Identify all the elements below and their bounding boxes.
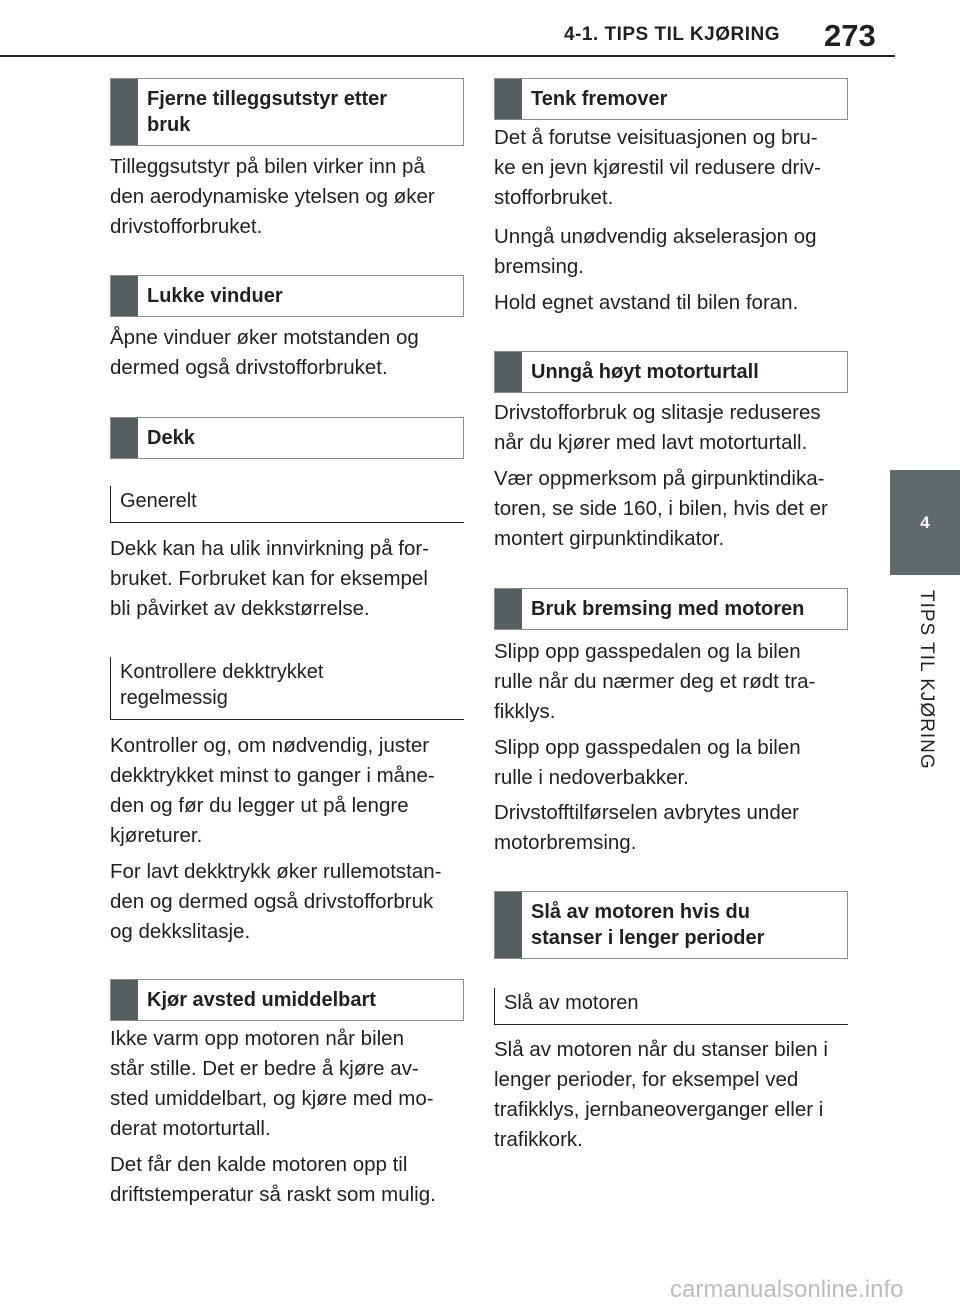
- paragraph: Drivstofforbruk og slitasje reduseres når du kjører med lavt motorturtall.: [494, 401, 821, 454]
- subsection-header-check-pressure: Kontrollere dekktrykket regelmessig: [110, 657, 464, 720]
- paragraph: Det får den kalde motoren opp til driftstemperatur så raskt som mulig.: [110, 1153, 436, 1206]
- paragraph: Hold egnet avstand til bilen foran.: [494, 291, 799, 314]
- section-title: Dekk: [147, 427, 195, 449]
- paragraph: Slå av motoren når du stanser bilen i lenger perioder, for eksempel ved trafikklys, jernbaneoverganger eller i trafikkork.: [494, 1038, 828, 1151]
- section-marker: [111, 79, 138, 145]
- section-title: Slå av motoren hvis du stanser i lenger perioder: [531, 901, 765, 949]
- section-marker: [111, 980, 138, 1020]
- watermark: carmanualsonline.info: [670, 1276, 904, 1303]
- section-header-stop-engine: [494, 891, 848, 959]
- section-header-remove-accessories: [110, 78, 464, 146]
- section-marker: [495, 892, 522, 958]
- paragraph: For lavt dekktrykk øker rullemotstan- den og dermed også drivstofforbruk og dekkslitasje.: [110, 860, 442, 943]
- subsection-header-stop-engine: Slå av motoren: [494, 988, 848, 1025]
- section-header-avoid-high-rpm: [494, 351, 848, 393]
- section-marker: [495, 79, 522, 119]
- paragraph: Dekk kan ha ulik innvirkning på for- bruket. Forbruket kan for eksempel bli påvirket av dekkstørrelse.: [110, 537, 430, 620]
- paragraph: Unngå unødvendig akselerasjon og bremsing.: [494, 225, 817, 278]
- section-marker: [111, 276, 138, 316]
- paragraph: Vær oppmerksom på girpunktindika- toren, se side 160, i bilen, hvis det er montert girpunktindikator.: [494, 467, 828, 550]
- header-rule: [0, 55, 895, 57]
- paragraph: Tilleggsutstyr på bilen virker inn på den aerodynamiske ytelsen og øker drivstofforbruket.: [110, 155, 435, 238]
- subsection-header-general: Generelt: [110, 486, 464, 523]
- section-marker: [495, 589, 522, 629]
- section-header-drive-off: [110, 979, 464, 1021]
- section-header-tires: [110, 417, 464, 459]
- section-title: Tenk fremover: [531, 88, 668, 110]
- paragraph: Åpne vinduer øker motstanden og dermed også drivstofforbruket.: [110, 326, 419, 379]
- chapter-side-title: TIPS TIL KJØRING: [916, 590, 937, 770]
- page-number: 273: [824, 18, 876, 53]
- section-title: Bruk bremsing med motoren: [531, 598, 805, 620]
- section-marker: [111, 418, 138, 458]
- paragraph: Ikke varm opp motoren når bilen står stille. Det er bedre å kjøre av- sted umiddelbart, og kjøre med mo- derat motorturtall.: [110, 1027, 434, 1140]
- section-header-engine-braking: [494, 588, 848, 630]
- paragraph: Slipp opp gasspedalen og la bilen rulle i nedoverbakker.: [494, 736, 801, 789]
- paragraph: Slipp opp gasspedalen og la bilen rulle når du nærmer deg et rødt tra- fikklys.: [494, 640, 816, 723]
- section-header-close-windows: [110, 275, 464, 317]
- running-header-title: 4-1. TIPS TIL KJØRING: [563, 24, 780, 45]
- chapter-tab: 4: [890, 470, 960, 575]
- section-title: Kjør avsted umiddelbart: [147, 989, 376, 1011]
- section-title: Lukke vinduer: [147, 285, 283, 307]
- section-title: Fjerne tilleggsutstyr etter bruk: [147, 88, 388, 136]
- section-marker: [495, 352, 522, 392]
- paragraph: Drivstofftilførselen avbrytes under motorbremsing.: [494, 801, 799, 854]
- section-header-think-ahead: [494, 78, 848, 120]
- paragraph: Kontroller og, om nødvendig, juster dekktrykket minst to ganger i måne- den og før du legger ut på lengre kjøreturer.: [110, 734, 435, 847]
- section-title: Unngå høyt motorturtall: [531, 361, 759, 383]
- paragraph: Det å forutse veisituasjonen og bru- ke en jevn kjørestil vil redusere driv- stofforbruket.: [494, 126, 821, 209]
